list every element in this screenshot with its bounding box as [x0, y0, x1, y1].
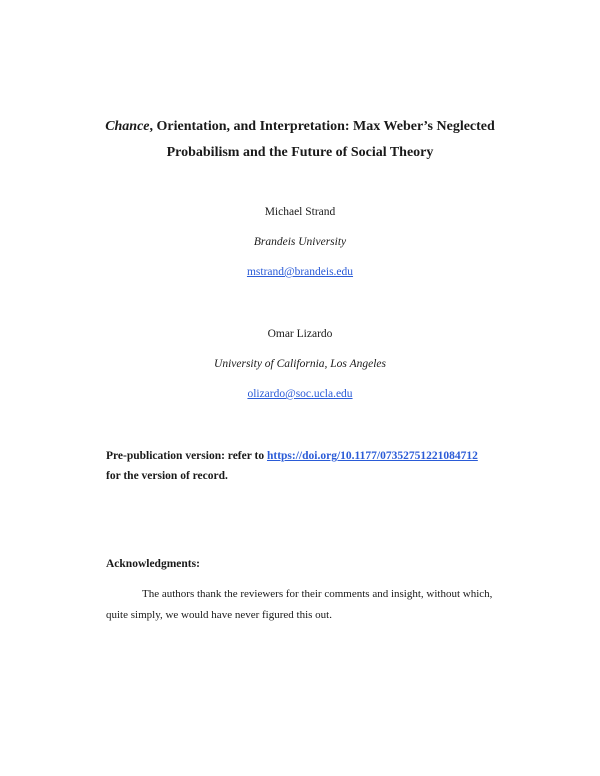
- acknowledgments-heading: Acknowledgments:: [106, 558, 200, 570]
- acknowledgments-body: The authors thank the reviewers for their comments and insight, without which, quite simply, we would have never figured this out.: [106, 588, 493, 621]
- author-2-email-line: [60, 386, 540, 402]
- title-italic-word: Chance: [105, 119, 150, 134]
- title-line1-rest: , Orientation, and Interpretation: Max Weber’s Neglected: [149, 119, 495, 134]
- paper-title: [60, 114, 540, 166]
- prepublication-tail: for the version of record.: [106, 470, 228, 482]
- author-2-email-link[interactable]: olizardo@soc.ucla.edu: [247, 388, 353, 400]
- doi-link[interactable]: https://doi.org/10.1177/07352751221084712: [266, 450, 478, 462]
- prepublication-lead: Pre-publication version: refer to: [106, 450, 267, 462]
- author-1-affiliation: Brandeis University: [253, 236, 347, 248]
- author-1-email-link[interactable]: mstrand@brandeis.edu: [246, 266, 354, 278]
- author-1-email-line: [60, 264, 540, 280]
- prepublication-notice: [106, 446, 526, 486]
- author-2-name: Omar Lizardo: [267, 328, 333, 340]
- author-1-name: Michael Strand: [264, 206, 336, 218]
- author-2-affiliation: University of California, Los Angeles: [214, 358, 386, 370]
- title-line2: Probabilism and the Future of Social Theory: [166, 145, 434, 160]
